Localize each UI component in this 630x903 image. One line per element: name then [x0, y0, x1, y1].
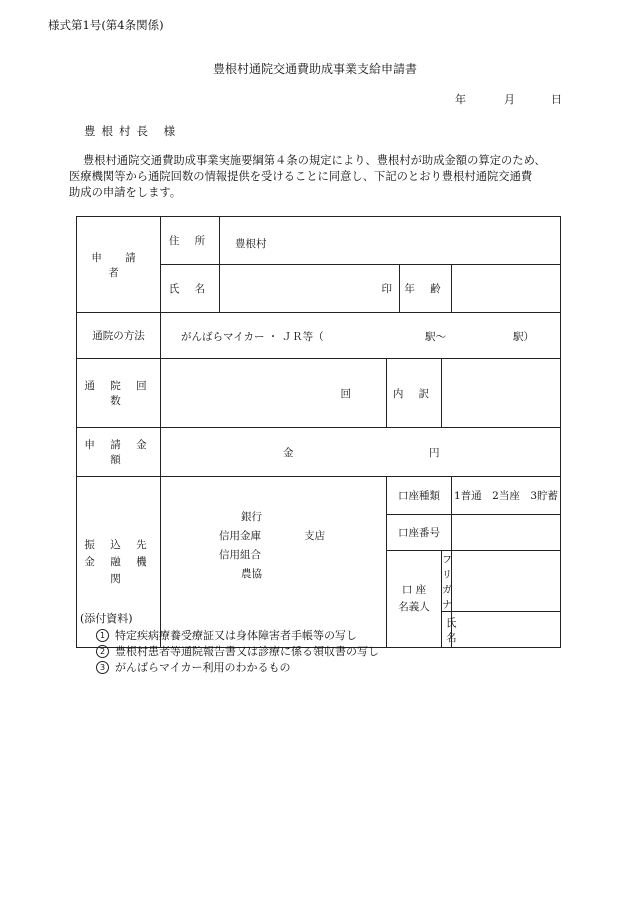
address-label: 住 所 [161, 217, 220, 265]
name-label: 氏 名 [161, 265, 220, 313]
transfer-label-line: 振 込 先 [84, 538, 153, 551]
item-number: 1 [96, 629, 109, 642]
holder-name-label: 氏 名 [442, 612, 452, 648]
amount-label: 申 請 金 額 [77, 428, 161, 477]
holder-name-field[interactable] [452, 612, 561, 648]
age-field[interactable] [452, 265, 561, 313]
consent-paragraph [69, 153, 569, 201]
item-number: 3 [96, 661, 109, 674]
station-to-label: 駅） [513, 331, 534, 343]
station-from-label: 駅〜 [425, 331, 446, 343]
attachments-heading: (添付資料) [80, 612, 133, 625]
breakdown-field[interactable] [442, 359, 561, 428]
furigana-field[interactable] [452, 551, 561, 612]
account-number-label: 口座番号 [387, 515, 452, 551]
name-field[interactable] [220, 265, 400, 313]
account-type-label: 口座種類 [387, 477, 452, 515]
attachment-text: がんばらマイカー利用のわかるもの [115, 661, 291, 674]
attachment-item [96, 643, 379, 659]
applicant-label: 申 請 者 [77, 217, 161, 313]
page-title: 豊根村通院交通費助成事業支給申請書 [212, 62, 417, 76]
transfer-label-line: 金 融 機 関 [84, 555, 153, 585]
date-year-label: 年 [455, 93, 466, 106]
address-value: 豊根村 [235, 238, 267, 250]
attachment-text: 豊根村患者等通院報告書又は診療に係る領収書の写し [115, 645, 379, 658]
visits-unit: 回 [340, 387, 351, 400]
age-label: 年 齢 [400, 265, 452, 313]
furigana-label: フリガナ [442, 551, 452, 612]
date-month-label: 月 [504, 93, 515, 106]
account-type-options[interactable]: 1普通 2当座 3貯蓄 [452, 477, 561, 515]
bank-type-bank: 銀行 [241, 511, 262, 523]
account-number-field[interactable] [452, 515, 561, 551]
amount-prefix: 金 [283, 447, 294, 459]
bank-name-field[interactable] [161, 477, 387, 648]
application-table [76, 216, 561, 648]
holder-label-line: 名義人 [398, 601, 430, 613]
date-day-label: 日 [551, 93, 562, 106]
address-field[interactable] [220, 217, 561, 265]
visits-label: 通 院 回 数 [77, 359, 161, 428]
method-label: 通院の方法 [77, 313, 161, 359]
attachment-text: 特定疾病療養受療証又は身体障害者手帳等の写し [115, 629, 357, 642]
body-line: 医療機関等から通院回数の情報提供を受けることに同意し、下記のとおり豊根村通院交通費 [69, 170, 533, 183]
account-holder-label [387, 551, 442, 648]
body-line: 豊根村通院交通費助成事業実施要綱第４条の規定により、豊根村が助成金額の算定のため、 [83, 154, 546, 167]
breakdown-label: 内 訳 [387, 359, 442, 428]
item-number: 2 [96, 645, 109, 658]
bank-type-shinkin: 信用金庫 [219, 530, 261, 542]
bank-type-kumiai: 信用組合 [219, 549, 261, 561]
addressee: 豊根村長 様 [84, 124, 182, 138]
bank-type-noukyo: 農協 [241, 568, 262, 580]
seal-mark: 印 [381, 283, 392, 295]
holder-label-line: 口 座 [401, 584, 427, 596]
attachment-item [96, 627, 357, 643]
amount-unit: 円 [429, 447, 440, 459]
form-number: 様式第1号(第4条関係) [48, 18, 164, 32]
amount-field[interactable] [161, 428, 561, 477]
visits-field[interactable] [161, 359, 387, 428]
method-value: がんばらマイカー ・ ＪＲ等（ [181, 331, 324, 343]
branch-label: 支店 [304, 530, 325, 542]
method-field[interactable] [161, 313, 561, 359]
attachment-item [96, 659, 290, 675]
body-line: 助成の申請をします。 [69, 186, 182, 199]
